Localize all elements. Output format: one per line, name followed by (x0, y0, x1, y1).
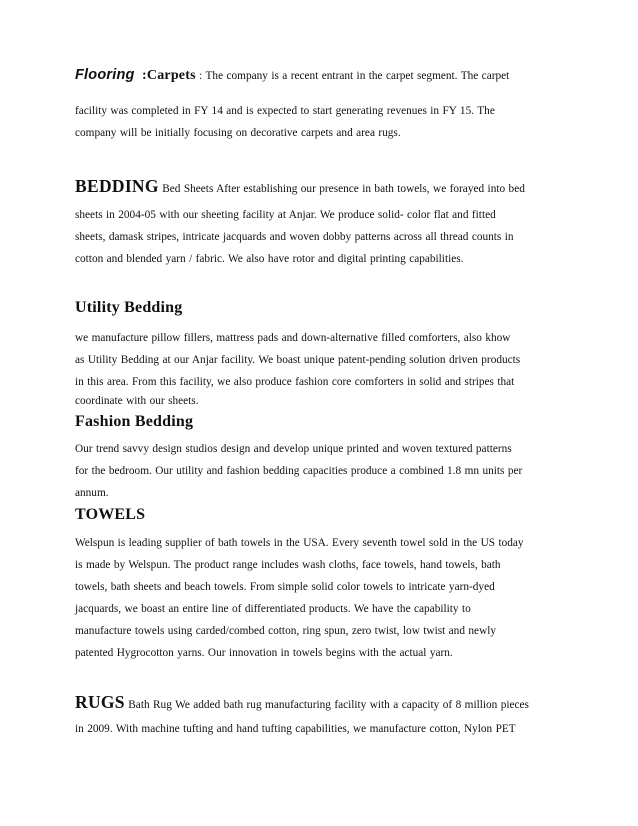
rugs-heading: RUGS (75, 692, 125, 712)
towels-heading: TOWELS (75, 506, 146, 523)
fashion-line-2: for the bedroom. Our utility and fashion bedding capacities produce a combined 1.8 mn units per (75, 465, 523, 477)
flooring-line-1 (75, 68, 509, 83)
rugs-line-1 (75, 692, 529, 712)
towels-line-5: manufacture towels using carded/combed cotton, ring spun, zero twist, low twist and newly (75, 625, 497, 637)
rugs-line-2: in 2009. With machine tufting and hand tufting capabilities, we manufacture cotton, Nylon PET (75, 723, 516, 735)
section-flooring (75, 68, 509, 83)
bedding-line-4: cotton and blended yarn / fabric. We also have rotor and digital printing capabilities. (75, 253, 464, 265)
flooring-heading: Flooring (75, 67, 135, 83)
flooring-text-1: : The company is a recent entrant in the carpet segment. The carpet (199, 70, 510, 82)
utility-bedding-heading: Utility Bedding (75, 299, 183, 316)
fashion-line-3: annum. (75, 487, 109, 499)
utility-line-4: coordinate with our sheets. (75, 395, 199, 407)
bedding-line-1 (75, 176, 525, 196)
bedding-heading: BEDDING (75, 176, 159, 196)
utility-line-2: as Utility Bedding at our Anjar facility. We boast unique patent-pending solution driven products (75, 354, 521, 366)
carpets-subheading: :Carpets (142, 68, 196, 83)
towels-line-2: is made by Welspun. The product range includes wash cloths, face towels, hand towels, bath (75, 559, 501, 571)
towels-line-1: Welspun is leading supplier of bath towels in the USA. Every seventh towel sold in the US today (75, 537, 524, 549)
towels-line-3: towels, bath sheets and beach towels. From simple solid color towels to intricate yarn-dyed (75, 581, 495, 593)
bedding-line-2: sheets in 2004-05 with our sheeting facility at Anjar. We produce solid- color flat and fitted (75, 209, 496, 221)
utility-line-3: in this area. From this facility, we also produce fashion core comforters in solid and stripes that (75, 376, 515, 388)
rugs-text-1: Bath Rug We added bath rug manufacturing facility with a capacity of 8 million pieces (128, 699, 529, 711)
utility-line-1: we manufacture pillow fillers, mattress pads and down-alternative filled comforters, also khow (75, 332, 511, 344)
bedding-line-3: sheets, damask stripes, intricate jacquards and woven dobby patterns across all thread counts in (75, 231, 514, 243)
bedding-text-1: Bed Sheets After establishing our presence in bath towels, we forayed into bed (162, 183, 525, 195)
flooring-line-3: company will be initially focusing on decorative carpets and area rugs. (75, 127, 401, 139)
flooring-line-2: facility was completed in FY 14 and is expected to start generating revenues in FY 15. The (75, 105, 495, 117)
fashion-line-1: Our trend savvy design studios design and develop unique printed and woven textured patterns (75, 443, 512, 455)
fashion-bedding-heading: Fashion Bedding (75, 413, 194, 430)
towels-line-4: jacquards, we boast an entire line of differentiated products. We have the capability to (75, 603, 471, 615)
towels-line-6: patented Hygrocotton yarns. Our innovation in towels begins with the actual yarn. (75, 647, 453, 659)
